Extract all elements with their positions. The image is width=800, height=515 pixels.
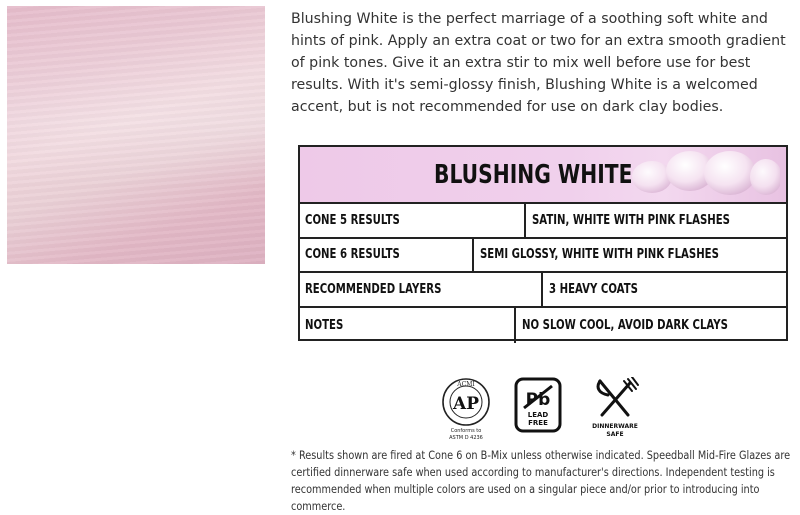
spec-row-value: SEMI GLOSSY, WHITE WITH PINK FLASHES [479,247,719,263]
ap-seal-mark: AP [453,394,479,414]
spec-table-header [300,147,786,204]
lead-free-mark: Pb [525,390,551,410]
lead-free-icon [514,377,564,435]
spec-row-label: CONE 5 RESULTS [305,212,400,228]
ap-seal-top-text: ACMI [457,381,475,388]
ap-seal-icon [438,377,494,441]
spec-row [300,273,786,308]
glaze-spec-table [298,145,788,341]
spec-row [300,239,786,274]
spec-row-value: SATIN, WHITE WITH PINK FLASHES [532,212,731,228]
spec-row-label: CONE 6 RESULTS [305,247,400,263]
product-description: Blushing White is the perfect marriage of a soothing soft white and hints of pink. Apply an extra coat or two for an extra smooth gradient of pink tones. Give it an extra stir to mix well before use for best results. With it's semi-glossy finish, Blushing White is a welcomed accent, but is not recommended for use on dark clay bodies. [291,11,786,115]
spec-row [300,308,786,343]
footnote-text: * Results shown are fired at Cone 6 on B-Mix unless otherwise indicated. Speedball Mid-Fire Glazes are certified dinnerware safe when used according to manufacturer's directions. Independent testing is recommended when multiple colors are used on a singular piece and/or prior to introducing into commerce. [291,449,791,513]
ap-seal-line2: ASTM D 4236 [449,435,483,441]
glaze-drops-image [630,147,780,202]
glaze-swatch-image [7,6,265,264]
dinnerware-line2: SAFE [606,431,624,438]
lead-free-line2: FREE [528,419,548,427]
spec-row-label: NOTES [305,317,344,333]
spec-row-label: RECOMMENDED LAYERS [305,281,442,297]
fork-knife-icon [588,377,642,439]
footnote [291,447,796,515]
spec-row-value: NO SLOW COOL, AVOID DARK CLAYS [521,317,728,333]
spec-table-title: BLUSHING WHITE [433,159,633,190]
lead-free-line1: LEAD [527,411,549,419]
ap-seal-line1: Conforms to [450,428,482,434]
spec-row [300,204,786,239]
certification-badges [0,377,800,441]
spec-row-value: 3 HEAVY COATS [549,281,638,297]
dinnerware-line1: DINNERWARE [592,423,638,430]
